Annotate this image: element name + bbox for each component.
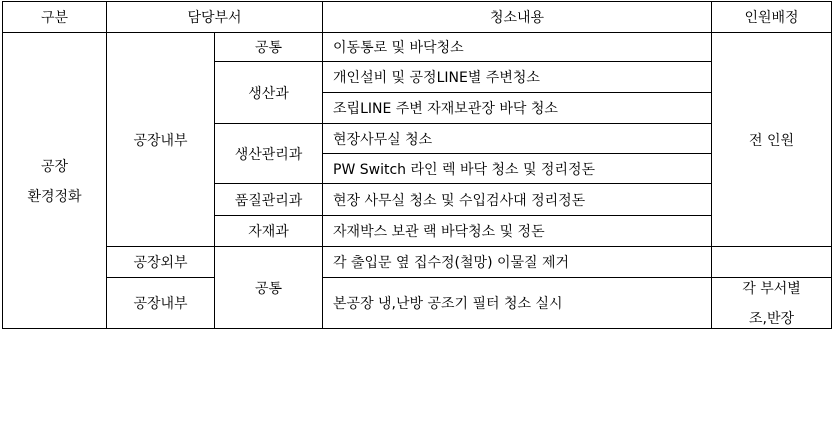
group-cell-inside-1: 공장내부 [107, 33, 215, 247]
task-line: PW Switch 라인 렉 바닥 청소 및 정리정돈 [333, 161, 596, 178]
dept-cell-quality: 품질관리과 [215, 184, 323, 216]
task-cell-quality [323, 184, 712, 216]
task-cell-common-1 [323, 33, 712, 62]
staffing-cell-all: 전 인원 [712, 33, 832, 247]
task-cell-production-mgmt-2 [323, 154, 712, 184]
task-cell-outside [323, 247, 712, 278]
dept-cell-materials: 자재과 [215, 216, 323, 247]
task-line: 현장사무실 청소 [333, 131, 433, 148]
table-row [3, 33, 832, 62]
group-cell-inside-2: 공장내부 [107, 278, 215, 329]
header-department: 담당부서 [107, 2, 323, 33]
category-line-1: 공장 [40, 158, 69, 175]
task-line: 본공장 냉,난방 공조기 필터 청소 실시 [333, 296, 563, 312]
cleaning-assignment-table [2, 1, 832, 329]
task-line: 조립LINE 주변 자재보관장 바닥 청소 [333, 101, 558, 117]
staffing-line-2: 조,반장 [749, 311, 795, 327]
header-category: 구분 [3, 2, 107, 33]
staffing-cell-dept [712, 278, 832, 329]
header-row [3, 2, 832, 33]
staffing-cell-blank [712, 247, 832, 278]
task-line: 이동통로 및 바닥청소 [333, 40, 464, 56]
header-content: 청소내용 [323, 2, 712, 33]
task-cell-production-mgmt-1 [323, 124, 712, 154]
group-cell-outside: 공장외부 [107, 247, 215, 278]
dept-cell-production: 생산과 [215, 62, 323, 124]
task-cell-inside-2 [323, 278, 712, 329]
task-cell-materials [323, 216, 712, 247]
task-line: 각 출입문 옆 집수정(철망) 이물질 제거 [333, 255, 570, 271]
dept-cell-common-1: 공통 [215, 33, 323, 62]
task-cell-production-1 [323, 62, 712, 93]
dept-cell-common-2: 공통 [215, 247, 323, 329]
category-cell-factory-env [3, 33, 107, 329]
task-line: 자재박스 보관 랙 바닥청소 및 정돈 [333, 224, 545, 240]
staffing-line-1: 각 부서별 [742, 281, 801, 297]
header-staffing: 인원배정 [712, 2, 832, 33]
dept-cell-production-mgmt: 생산관리과 [215, 124, 323, 184]
task-cell-production-2 [323, 93, 712, 124]
task-line: 개인설비 및 공정LINE별 주변청소 [333, 70, 540, 86]
category-line-2: 환경정화 [27, 188, 82, 205]
task-line: 현장 사무실 청소 및 수입검사대 정리정돈 [333, 192, 586, 209]
